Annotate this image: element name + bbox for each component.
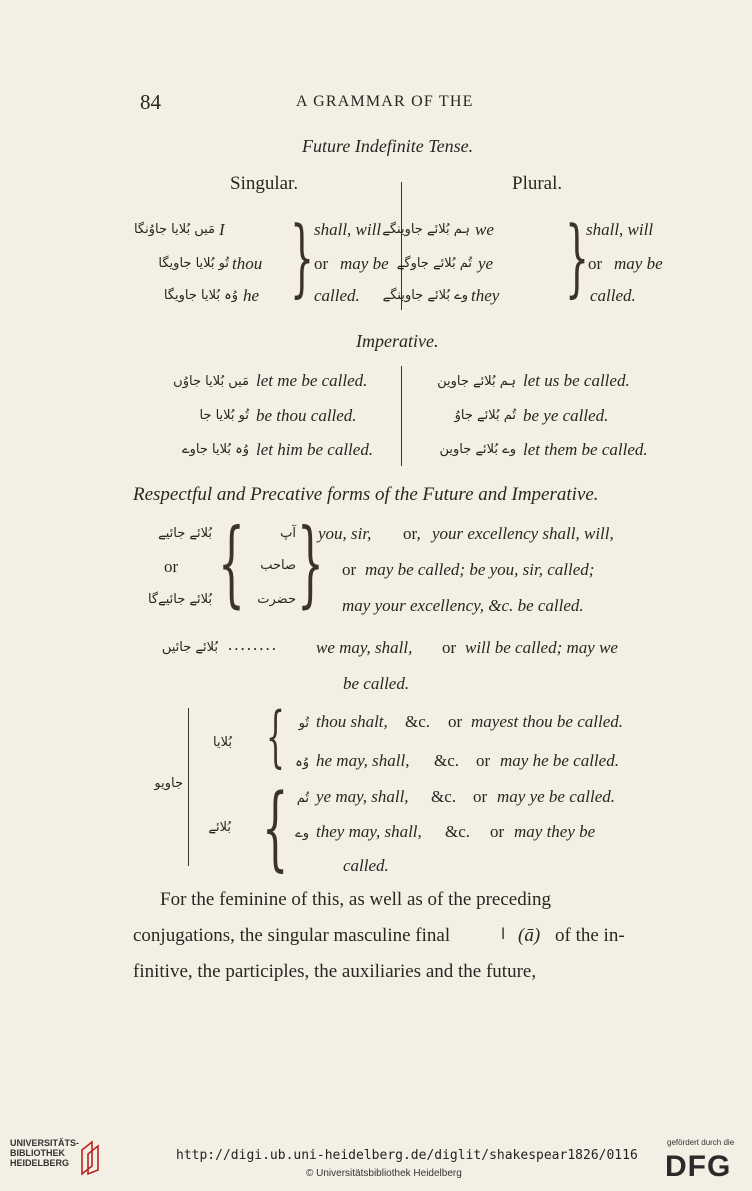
imperative-divider [401, 366, 402, 466]
imp-plur-english-3: let them be called. [523, 440, 648, 459]
potential-left-word: جاویو [154, 776, 183, 791]
future-sing-urdu-3: وُہ بُلایا جاویگا [163, 288, 238, 303]
we-line1-a: we may, shall, [316, 638, 413, 657]
library-logo-text [10, 1138, 79, 1168]
potential-sing-word: بُلایا [213, 735, 232, 750]
future-sing-urdu-2: تُو بُلایا جاویگا [158, 256, 229, 271]
title-hazrat: حضرت [257, 592, 296, 607]
resp-line2-b: may be called; be you, sir, called; [365, 560, 595, 579]
imp-sing-urdu-1: مَیں بُلایا جاوُں [173, 374, 249, 389]
imp-plur-urdu-1: ہم بُلائے جاوین [437, 374, 516, 389]
future-plur-brace: } [565, 208, 590, 306]
future-sing-pronoun-2: thou [232, 254, 263, 273]
imp-plur-english-1: let us be called. [523, 371, 630, 390]
pot-1-b: &c. [405, 712, 431, 731]
future-heading: Future Indefinite Tense. [302, 136, 474, 156]
respectful-left-top: بُلائے جائیے [158, 526, 212, 541]
pot-1-c: mayest thou be called. [471, 712, 624, 731]
title-aap: آپ [280, 526, 296, 541]
resp-line2-or: or [342, 560, 357, 579]
respectful-left-or: or [164, 557, 179, 576]
pot-4-b: &c. [445, 822, 471, 841]
respectful-left-bottom: بُلائے جائیےگا [147, 592, 212, 607]
future-plur-gloss-1: shall, will [586, 220, 654, 239]
paragraph-line-2-a: conjugations, the singular masculine final [133, 925, 451, 946]
pot-4-c: may they be [514, 822, 596, 841]
future-plur-urdu-3: وے بُلائے جاوینگے [382, 288, 468, 303]
imp-sing-urdu-2: تُو بُلایا جا [199, 408, 249, 423]
imp-sing-english-1: let me be called. [256, 371, 368, 390]
future-plur-gloss-2: may be [614, 254, 663, 273]
permalink-url[interactable]: http://digi.ub.uni-heidelberg.de/diglit/shakespear1826/0116 [176, 1148, 638, 1163]
imperative-heading: Imperative. [356, 331, 439, 351]
future-plur-gloss-or: or [588, 254, 603, 273]
potential-plur-word: بُلائے [208, 820, 231, 835]
pot-3-a: ye may, shall, [316, 787, 409, 806]
pot-2-or: or [476, 751, 491, 770]
plural-label: Plural. [512, 173, 563, 194]
future-plur-urdu-2: تُم بُلائے جاوگے [396, 256, 472, 271]
future-sing-gloss-3: called. [314, 286, 360, 305]
we-dots: ........ [228, 635, 278, 654]
imp-plur-english-2: be ye called. [523, 406, 609, 425]
future-sing-pronoun-3: he [243, 286, 260, 305]
future-plur-urdu-1: ہم بُلائے جاوینگے [382, 222, 470, 237]
funded-by-text: gefördert durch die [667, 1138, 735, 1147]
resp-line1-b: your excellency shall, will, [432, 524, 614, 543]
future-sing-gloss-or: or [314, 254, 329, 273]
pot-3-b: &c. [431, 787, 457, 806]
future-sing-gloss-1: shall, will [314, 220, 382, 239]
pot-urdu-2: وُہ [295, 755, 309, 770]
resp-line3: may your excellency, &c. be called. [342, 596, 584, 615]
we-line2: be called. [343, 674, 410, 693]
respectful-heading: Respectful and Precative forms of the Future and Imperative. [133, 484, 599, 505]
we-line1-b: will be called; may we [465, 638, 618, 657]
paragraph-line-1: For the feminine of this, as well as of the preceding [160, 889, 551, 910]
dfg-logo: DFG [665, 1150, 732, 1183]
resp-line1-a: you, sir, [318, 524, 372, 543]
future-sing-gloss-2: may be [340, 254, 389, 273]
pot-3-c: may ye be called. [497, 787, 615, 806]
imp-sing-english-3: let him be called. [256, 440, 374, 459]
singular-label: Singular. [230, 173, 299, 194]
paragraph-line-2-paren: (ā) [518, 925, 541, 946]
pot-1-a: thou shalt, [316, 712, 388, 731]
page-number: 84 [140, 90, 161, 114]
pot-urdu-1: تُو [298, 716, 309, 731]
respectful-right-brace: } [297, 509, 324, 618]
future-sing-urdu-1: مَیں بُلایا جاوُنگا [133, 222, 215, 237]
pot-4-or: or [490, 822, 505, 841]
library-emblem-icon [78, 1140, 104, 1176]
library-line-3: HEIDELBERG [10, 1158, 70, 1168]
future-plur-pronoun-1: we [475, 220, 494, 239]
pot-last-line: called. [343, 856, 389, 875]
title-sahib: صاحب [260, 558, 296, 573]
pot-1-or: or [448, 712, 463, 731]
future-plur-pronoun-2: ye [478, 254, 494, 273]
potential-plur-brace: { [262, 774, 289, 881]
pot-2-c: may he be called. [500, 751, 619, 770]
paragraph-line-3: finitive, the participles, the auxiliaries and the future, [133, 961, 537, 982]
library-line-1: UNIVERSITÄTS- [10, 1138, 80, 1148]
pot-2-a: he may, shall, [316, 751, 410, 770]
potential-sing-brace: { [266, 698, 285, 775]
respectful-left-brace: { [218, 509, 245, 618]
we-line1-or: or [442, 638, 457, 657]
imp-plur-urdu-2: تُم بُلائے جاوُ [454, 408, 516, 423]
pot-urdu-4: وے [295, 826, 309, 841]
future-sing-pronoun-1: I [219, 220, 225, 239]
imp-plur-urdu-3: وے بُلائے جاوین [439, 442, 516, 457]
imp-sing-urdu-3: وُہ بُلایا جاوے [181, 442, 249, 457]
pot-2-b: &c. [434, 751, 460, 770]
imp-sing-english-2: be thou called. [256, 406, 357, 425]
we-urdu: بُلائے جائیں [161, 640, 218, 655]
future-plur-gloss-3: called. [590, 286, 636, 305]
running-title: A GRAMMAR OF THE [296, 93, 474, 110]
future-plur-pronoun-3: they [471, 286, 500, 305]
paragraph-line-2-glyph: ا [501, 925, 506, 943]
future-sing-brace: } [290, 208, 315, 306]
copyright-text: © Universitätsbibliothek Heidelberg [306, 1168, 462, 1179]
pot-4-a: they may, shall, [316, 822, 422, 841]
paragraph-line-2-b: of the in- [555, 925, 625, 946]
library-line-2: BIBLIOTHEK [10, 1148, 65, 1158]
pot-3-or: or [473, 787, 488, 806]
resp-line1-or: or, [403, 524, 421, 543]
pot-urdu-3: تُم [296, 791, 309, 806]
